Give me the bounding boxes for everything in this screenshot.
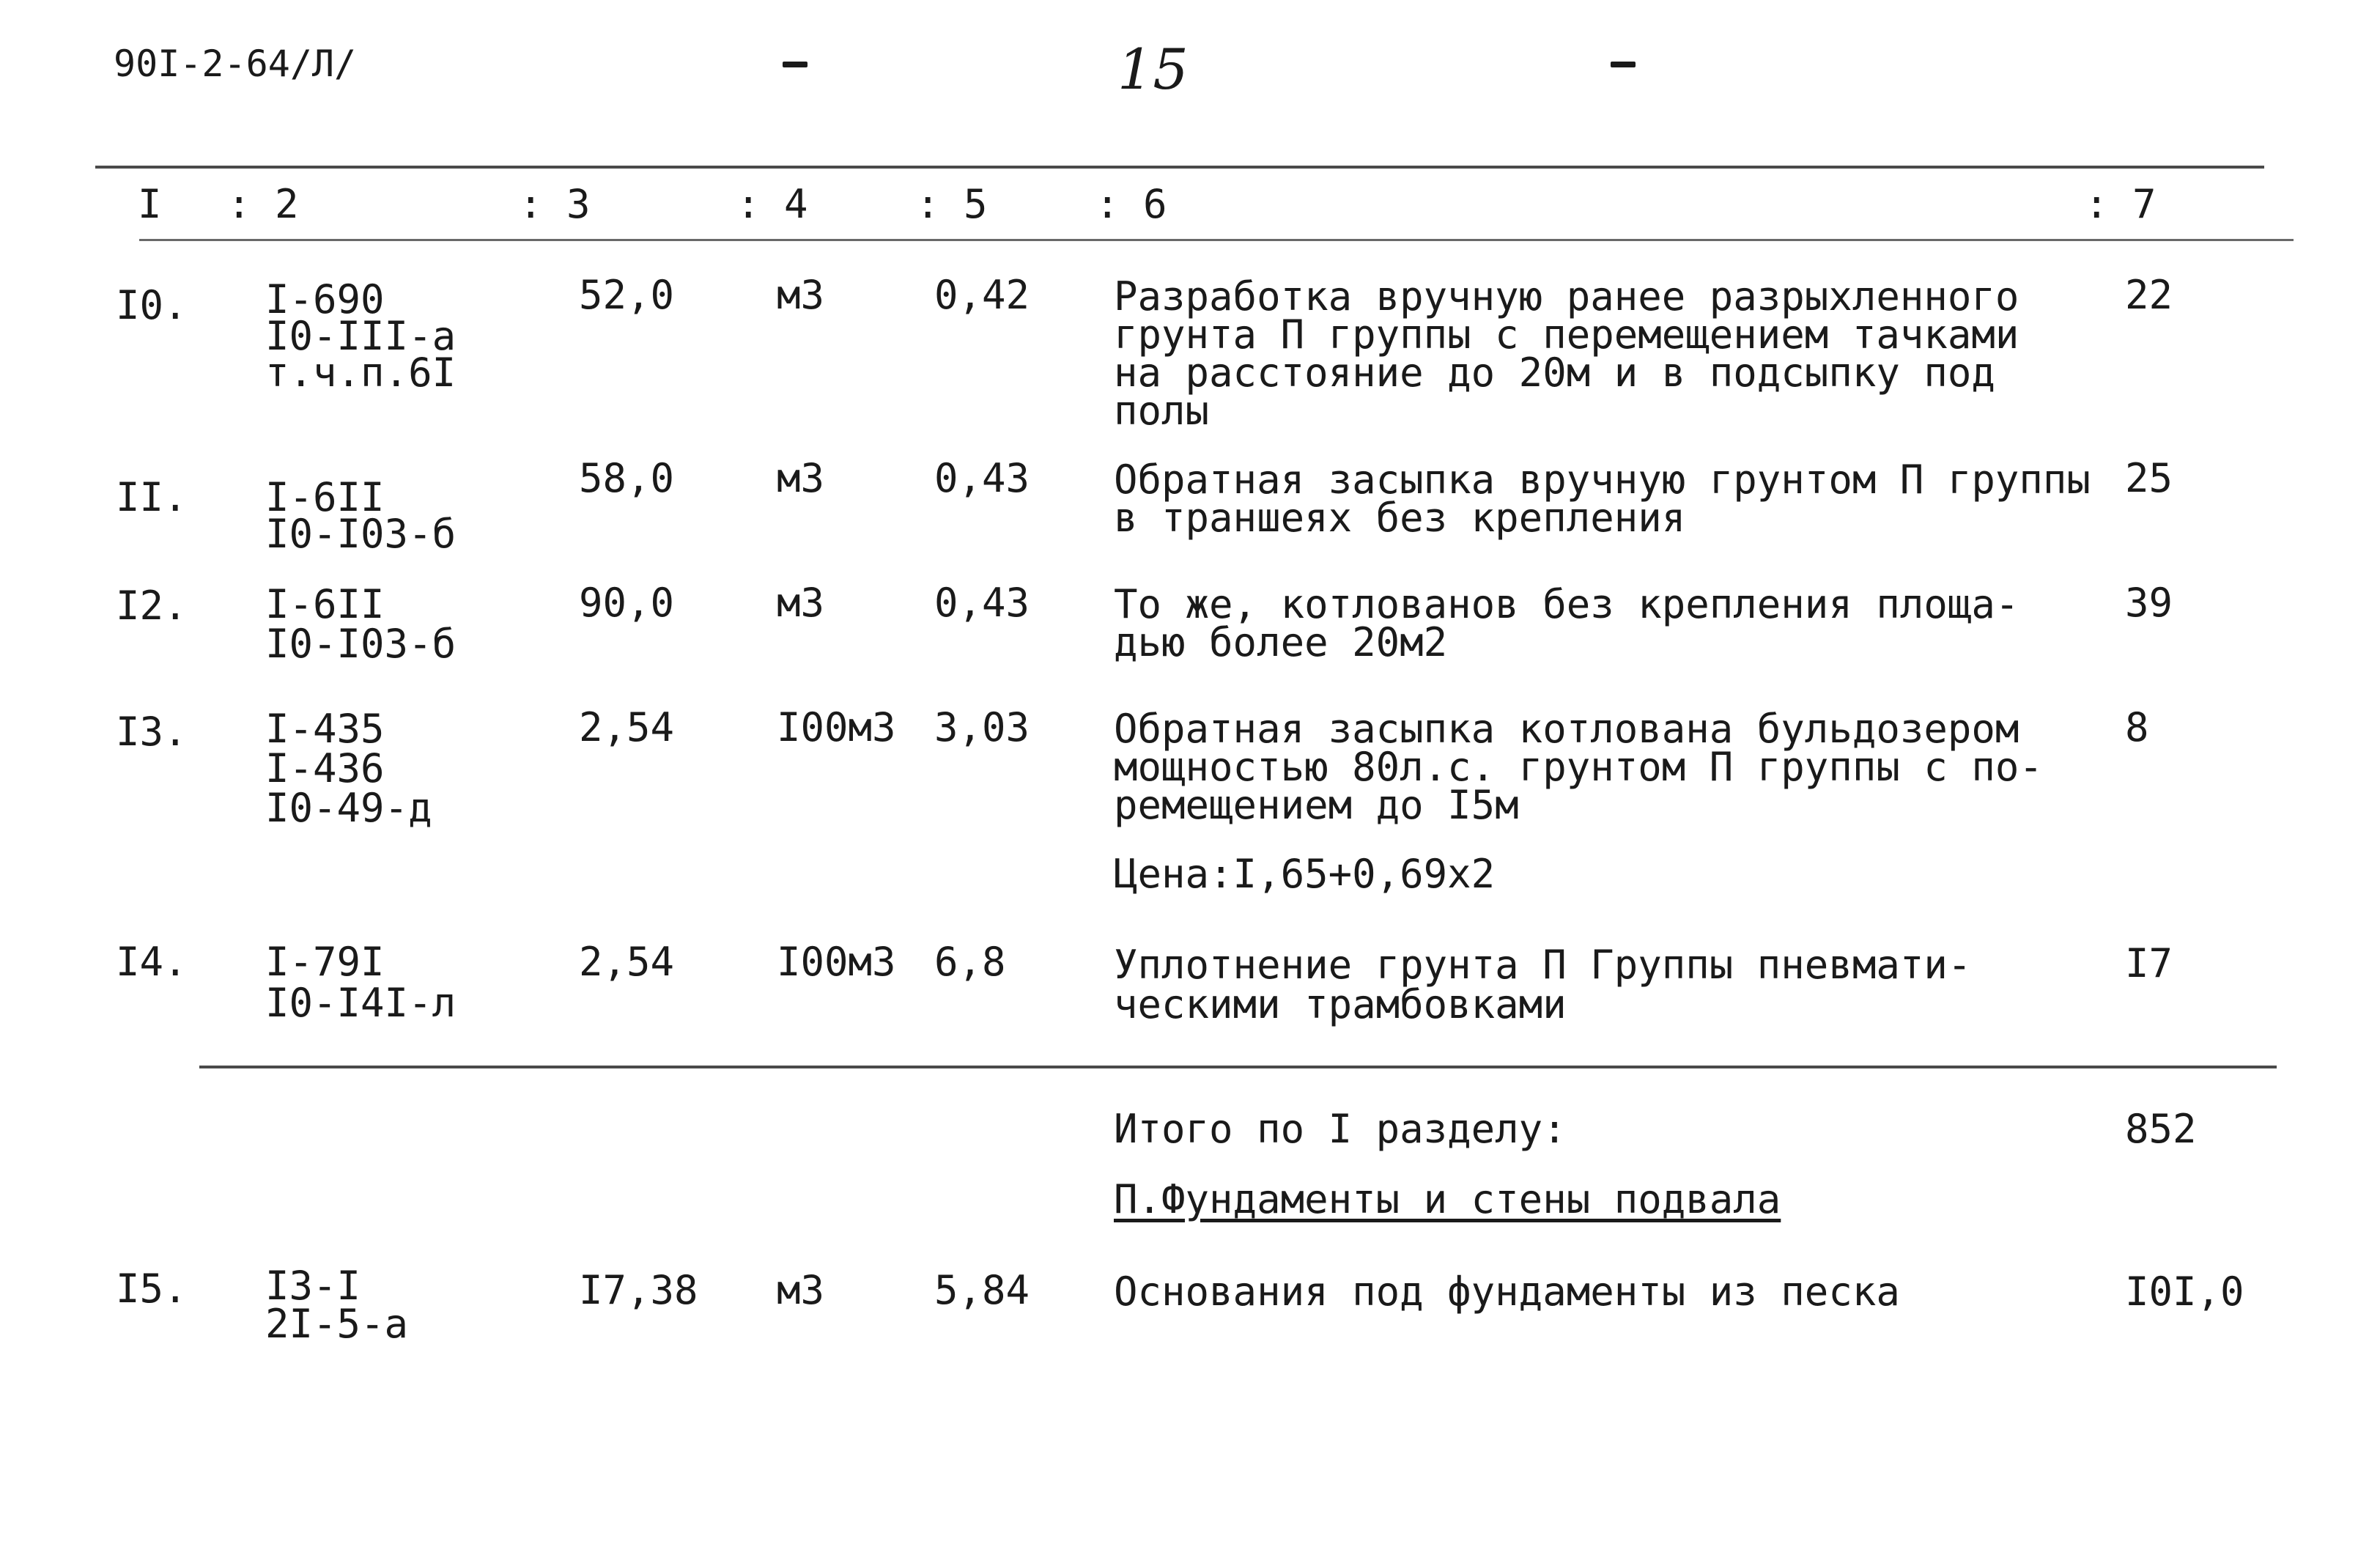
total-cost: 39 xyxy=(2125,580,2173,626)
total-cost: I7 xyxy=(2125,940,2173,986)
subtotal-value: 852 xyxy=(2125,1106,2197,1152)
work-description: дью более 20м2 xyxy=(1114,619,1448,665)
row-number: II. xyxy=(116,474,188,520)
norm-code: I-436 xyxy=(265,745,385,791)
work-description: Уплотнение грунта П Группы пневмати- xyxy=(1114,942,1972,988)
work-description: мощностью 80л.с. грунтом П группы с по- xyxy=(1114,744,2043,790)
unit-price: 0,42 xyxy=(934,272,1030,318)
norm-code: I-690 xyxy=(265,276,385,322)
norm-code: I-6II xyxy=(265,474,385,520)
work-description: Основания под фундаменты из песка xyxy=(1114,1269,1900,1315)
quantity: 2,54 xyxy=(579,704,675,750)
norm-code: I-435 xyxy=(265,706,385,752)
norm-code: I0-49-д xyxy=(265,785,432,831)
unit: м3 xyxy=(777,580,825,626)
column-header-4: : 4 xyxy=(736,181,808,227)
row-number: I4. xyxy=(116,939,188,985)
column-header-6: : 6 xyxy=(1095,181,1167,227)
header-dash-right xyxy=(1611,62,1636,67)
document-code: 90I-2-64/Л/ xyxy=(114,43,357,85)
work-description: То же, котлованов без крепления площа- xyxy=(1114,581,2019,627)
table-header-rule xyxy=(139,239,2294,241)
unit-price: 5,84 xyxy=(934,1267,1030,1313)
total-cost: 22 xyxy=(2125,272,2173,318)
unit-price: 3,03 xyxy=(934,704,1030,750)
work-description: на расстояние до 20м и в подсыпку под xyxy=(1114,350,1995,396)
row-number: I5. xyxy=(116,1266,188,1312)
quantity: 52,0 xyxy=(579,272,675,318)
work-description: в траншеях без крепления xyxy=(1114,495,1686,541)
norm-code: I3-I xyxy=(265,1263,361,1309)
total-cost: 8 xyxy=(2125,704,2149,750)
work-description: ческими трамбовками xyxy=(1114,981,1567,1027)
header-dash-left xyxy=(783,62,808,67)
norm-code: I0-I03-б xyxy=(265,511,457,557)
quantity: 2,54 xyxy=(579,939,675,985)
column-header-5: : 5 xyxy=(916,181,988,227)
subtotal-label: Итого по I разделу: xyxy=(1114,1106,1567,1152)
column-header-3: : 3 xyxy=(519,181,591,227)
unit: м3 xyxy=(777,272,825,318)
norm-code: I-6II xyxy=(265,581,385,627)
table-top-rule xyxy=(95,166,2264,169)
work-description: Разработка вручную ранее разрыхленного xyxy=(1114,273,2019,320)
norm-code: I0-I4I-л xyxy=(265,980,457,1026)
unit: I00м3 xyxy=(777,704,896,750)
norm-code: т.ч.п.6I xyxy=(265,350,457,396)
price-note: Цена:I,65+0,69х2 xyxy=(1114,851,1496,897)
norm-code: I0-III-a xyxy=(265,313,457,359)
column-header-1: I xyxy=(138,181,162,227)
section-divider xyxy=(199,1066,2277,1068)
norm-code: 2I-5-а xyxy=(265,1301,409,1347)
section-title: П.Фундаменты и стены подвала xyxy=(1114,1176,1781,1222)
column-header-2: : 2 xyxy=(227,181,299,227)
work-description: полы xyxy=(1114,388,1210,434)
work-description: Обратная засыпка котлована бульдозером xyxy=(1114,706,2019,752)
unit: м3 xyxy=(777,1267,825,1313)
unit-price: 6,8 xyxy=(934,939,1006,985)
work-description: грунта П группы с перемещением тачками xyxy=(1114,311,2019,358)
work-description: ремещением до I5м xyxy=(1114,782,1519,828)
unit: I00м3 xyxy=(777,939,896,985)
total-cost: 25 xyxy=(2125,455,2173,501)
quantity: 58,0 xyxy=(579,455,675,501)
unit-price: 0,43 xyxy=(934,580,1030,626)
work-description: Обратная засыпка вручную грунтом П группы xyxy=(1114,457,2091,503)
total-cost: I0I,0 xyxy=(2125,1269,2244,1315)
row-number: I2. xyxy=(116,583,188,629)
page-number: 15 xyxy=(1117,37,1189,102)
quantity: 90,0 xyxy=(579,580,675,626)
norm-code: I0-I03-б xyxy=(265,621,457,667)
row-number: I3. xyxy=(116,709,188,755)
row-number: I0. xyxy=(116,282,188,328)
unit: м3 xyxy=(777,455,825,501)
quantity: I7,38 xyxy=(579,1267,698,1313)
norm-code: I-79I xyxy=(265,939,385,985)
unit-price: 0,43 xyxy=(934,455,1030,501)
column-header-7: : 7 xyxy=(2085,181,2157,227)
